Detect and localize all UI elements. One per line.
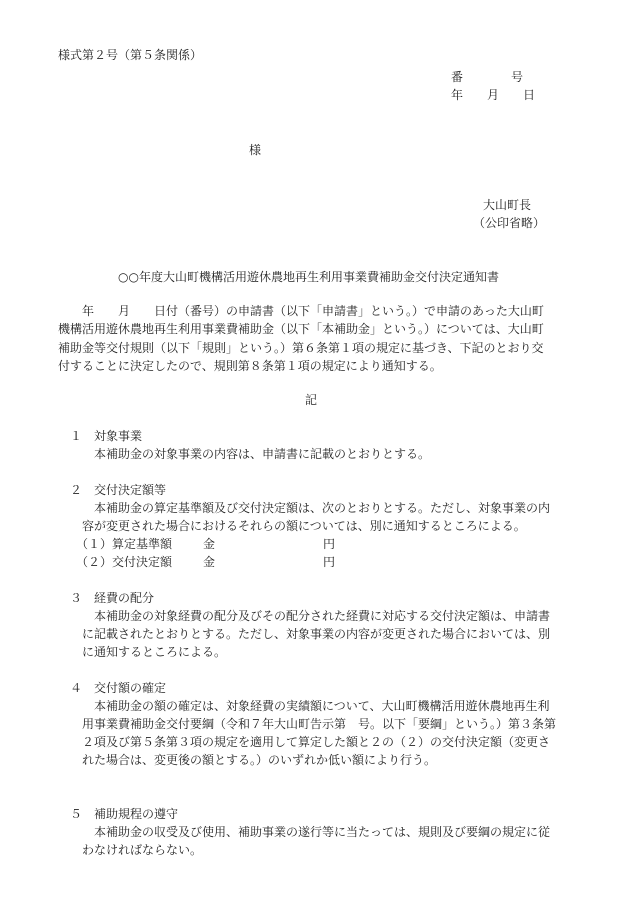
amount-item-label: （２）交付決定額 bbox=[76, 555, 173, 569]
form-label: 様式第２号（第５条関係） bbox=[58, 48, 203, 62]
section-body-line: に通知するところによる。 bbox=[82, 645, 227, 659]
recipient-honorific: 様 bbox=[249, 143, 262, 157]
intro-line: 補助金等交付規則（以下「規則」という。）第６条第１項の規定に基づき、下記のとおり交 bbox=[58, 341, 544, 355]
section-body-line: 本補助金の対象事業の内容は、申請書に記載のとおりとする。 bbox=[94, 447, 431, 461]
section-heading: ４ 交付額の確定 bbox=[70, 681, 167, 695]
document-title: ○○年度大山町機構活用遊休農地再生利用事業費補助金交付決定通知書 bbox=[118, 270, 499, 284]
section-body-line: ２項及び第５条第３項の規定を適用して算定した額と２の（２）の交付決定額（変更さ bbox=[82, 735, 551, 749]
amount-item-yen: 円 bbox=[323, 537, 336, 551]
section-body-line: わなければならない。 bbox=[82, 843, 203, 857]
section-body-line: れた場合は、変更後の額とする。）のいずれか低い額により行う。 bbox=[82, 753, 437, 767]
section-heading: １ 対象事業 bbox=[70, 429, 143, 443]
amount-item-kin: 金 bbox=[203, 537, 216, 551]
section-body-line: 本補助金の算定基準額及び交付決定額は、次のとおりとする。ただし、対象事業の内 bbox=[94, 501, 551, 515]
intro-line: 機構活用遊休農地再生利用事業費補助金（以下「本補助金」という。）については、大山町 bbox=[58, 322, 544, 336]
amount-item-label: （１）算定基準額 bbox=[76, 537, 173, 551]
section-body-line: 本補助金の収受及び使用、補助事業の遂行等に当たっては、規則及び要綱の規定に従 bbox=[94, 825, 551, 839]
section-heading: ３ 経費の配分 bbox=[70, 591, 155, 605]
section-body-line: 本補助金の対象経費の配分及びその配分された経費に対応する交付決定額は、申請書 bbox=[94, 609, 551, 623]
amount-item-yen: 円 bbox=[323, 555, 336, 569]
section-body-line: 用事業費補助金交付要綱（令和７年大山町告示第 号。以下「要綱」という。）第３条第 bbox=[82, 717, 557, 731]
intro-line: 付することに決定したので、規則第８条第１項の規定により通知する。 bbox=[58, 359, 442, 373]
ki-marker: 記 bbox=[305, 393, 318, 407]
amount-item-kin: 金 bbox=[203, 555, 216, 569]
section-heading: ２ 交付決定額等 bbox=[70, 483, 167, 497]
section-body-line: 容が変更された場合におけるそれらの額については、別に通知するところによる。 bbox=[82, 519, 526, 533]
section-heading: ５ 補助規程の遵守 bbox=[70, 807, 179, 821]
section-body-line: 本補助金の額の確定は、対象経費の実績額について、大山町機構活用遊休農地再生利 bbox=[94, 699, 550, 713]
intro-line: 年 月 日付（番号）の申請書（以下「申請書」という。）で申請のあった大山町 bbox=[70, 304, 544, 318]
section-body-line: に記載されたとおりとする。ただし、対象事業の内容が変更された場合においては、別 bbox=[82, 627, 551, 641]
issuer-name: 大山町長 bbox=[483, 198, 532, 212]
document-number-label: 番 号 bbox=[451, 70, 524, 84]
document-date-label: 年 月 日 bbox=[451, 88, 536, 102]
seal-omitted-note: （公印省略） bbox=[473, 216, 546, 230]
